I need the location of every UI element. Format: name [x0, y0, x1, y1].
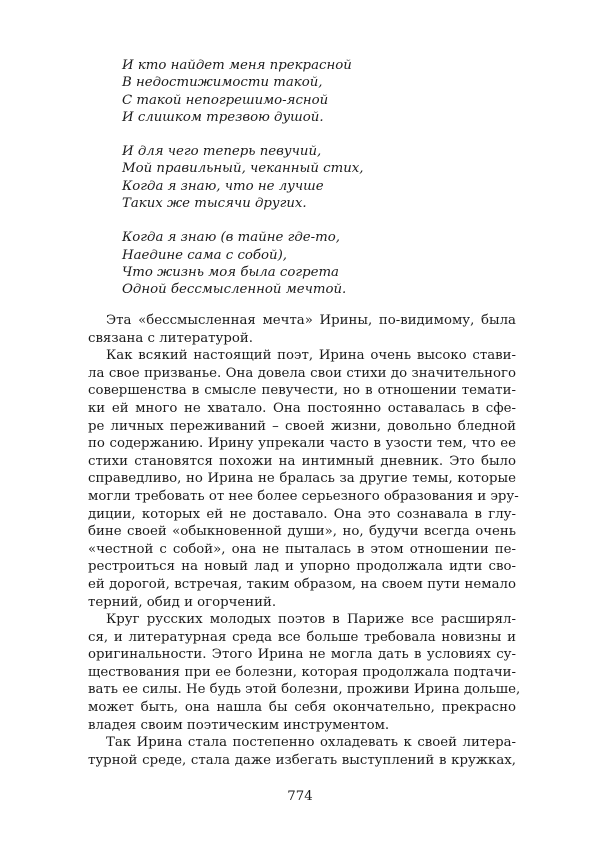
poem — [122, 57, 482, 316]
text-line: по содержанию. Ирину упрекали часто в узости тем, что ее — [88, 436, 516, 452]
text-line: бине своей «обыкновенной души», но, будучи всегда очень — [88, 524, 516, 540]
text-line: диции, которых ей не доставало. Она это сознавала в глу- — [88, 506, 516, 522]
text-line: Круг русских молодых поэтов в Париже все расширял- — [106, 612, 516, 628]
text-line: Эта «бессмысленная мечта» Ирины, по-видимому, была — [106, 313, 516, 328]
text-line: вать ее силы. Не будь этой болезни, проживи Ирина дольше, — [88, 682, 521, 698]
poem-stanza — [122, 143, 482, 212]
text-line: ществования при ее болезни, которая продолжала подтачи- — [88, 664, 516, 680]
text-line: может быть, она нашла бы себя окончательно, прекрасно — [88, 700, 516, 716]
poem-line: Когда я знаю, что не лучше — [122, 178, 324, 194]
poem-line: Что жизнь моя была согрета — [122, 264, 339, 280]
text-line: могли требовать от нее более серьезного образования и эру- — [88, 488, 519, 504]
page-number: 774 — [287, 789, 313, 804]
text-line: совершенства в смысле певучести, но в отношении темати- — [88, 383, 516, 399]
paragraph — [88, 734, 516, 769]
poem-line: Когда я знаю (в тайне где-то, — [122, 230, 340, 246]
text-line: оригинальности. Этого Ирина не могла дать в условиях су- — [88, 647, 516, 663]
poem-line: Наедине сама с собой), — [122, 247, 288, 263]
text-line: связана с литературой. — [88, 330, 253, 346]
text-line: стихи становятся похожи на интимный дневник. Это было — [88, 453, 516, 469]
prose-text — [88, 312, 521, 769]
text-line: «честной с собой», она не пыталась в этом отношении пе- — [88, 541, 516, 557]
poem-line: И слишком трезвою душой. — [122, 109, 324, 125]
poem-line: И для чего теперь певучий, — [122, 144, 322, 160]
text-line: Так Ирина стала постепенно охладевать к своей литера- — [106, 735, 516, 751]
text-line: владея своим поэтическим инструментом. — [88, 717, 390, 733]
text-line: Как всякий настоящий поэт, Ирина очень высоко стави- — [106, 348, 516, 364]
text-line: ся, и литературная среда все больше требовала новизны и — [88, 629, 516, 645]
poem-stanza — [122, 57, 482, 126]
poem-line: Мой правильный, чеканный стих, — [122, 161, 364, 177]
paragraph — [88, 347, 519, 611]
poem-line: В недостижимости такой, — [122, 75, 323, 91]
text-line: рестроиться на новый лад и упорно продолжала идти сво- — [88, 559, 516, 575]
paragraph — [88, 312, 516, 347]
text-line: ей дорогой, встречая, таким образом, на своем пути немало — [88, 576, 516, 592]
text-line: турной среде, стала даже избегать выступлений в кружках, — [88, 752, 516, 768]
poem-line: Одной бессмысленной мечтой. — [122, 282, 347, 298]
text-line: ре личных переживаний – своей жизни, довольно бледной — [88, 418, 516, 434]
text-line: ки ей много не хватало. Она постоянно оставалась в сфе- — [88, 400, 516, 416]
text-line: терний, обид и огорчений. — [88, 594, 277, 610]
paragraph — [88, 611, 521, 734]
poem-line: Таких же тысячи других. — [122, 196, 307, 212]
poem-line: И кто найдет меня прекрасной — [122, 58, 352, 73]
text-line: справедливо, но Ирина не бралась за другие темы, которые — [88, 471, 516, 487]
poem-stanza — [122, 229, 482, 298]
poem-line: С такой непогрешимо-ясной — [122, 92, 329, 108]
text-line: ла свое призванье. Она довела свои стихи до значительного — [88, 365, 516, 381]
